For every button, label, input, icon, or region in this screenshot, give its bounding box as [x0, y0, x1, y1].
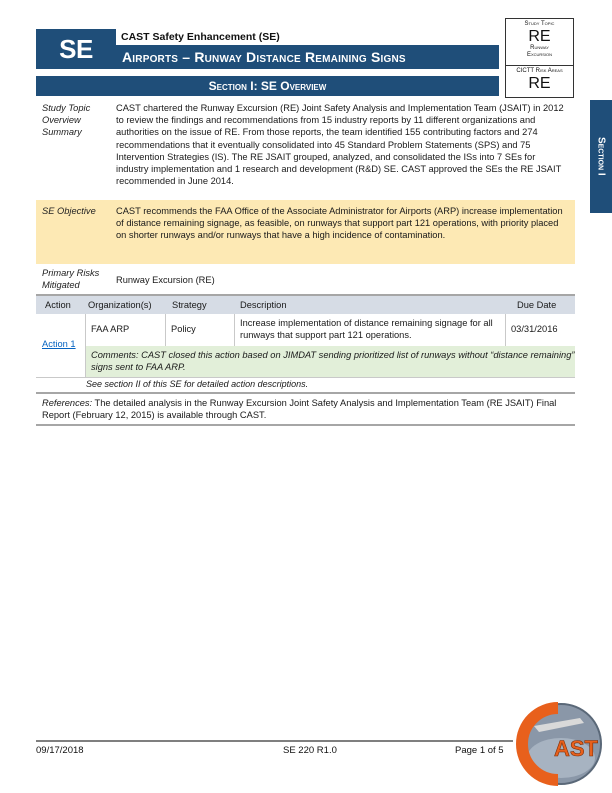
- label-line: Mitigated: [42, 280, 80, 291]
- objective-row: [36, 200, 575, 264]
- table-header: [36, 296, 575, 314]
- label-line: Primary Risks: [42, 268, 100, 278]
- study-topic-code: RE: [528, 28, 551, 45]
- study-topic-box: [505, 18, 574, 98]
- cast-logo-text: AST: [554, 736, 598, 761]
- column-header-due-date: Due Date: [517, 300, 557, 310]
- footer-divider: [36, 740, 513, 742]
- table-divider: [505, 314, 506, 346]
- column-header-strategy: Strategy: [172, 300, 207, 310]
- section-side-tab-label: Section I: [595, 137, 607, 176]
- cictt-cell: [506, 66, 573, 92]
- references-text: The detailed analysis in the Runway Excursion Joint Safety Analysis and Implementation Team (RE JSAIT) Final Report (February 12, 2015) is available through CAST.: [42, 398, 557, 421]
- footer-page-number: Page 1 of 5: [455, 745, 504, 756]
- label-line: Summary: [42, 127, 82, 138]
- table-divider: [165, 314, 166, 346]
- risks-text: Runway Excursion (RE): [116, 275, 215, 285]
- label-line: Study Topic: [42, 103, 91, 113]
- cast-logo-icon: [514, 696, 604, 788]
- overview-label: [42, 102, 114, 139]
- document-title: Airports – Runway Distance Remaining Signs: [116, 45, 499, 69]
- study-topic-name: Excursion: [526, 52, 553, 58]
- table-cell-strategy: Policy: [171, 324, 196, 334]
- overview-row: [36, 100, 575, 199]
- cast-logo: [514, 696, 604, 788]
- action-comments: Comments: CAST closed this action based on JIMDAT sending prioritized list of runways without “distance remaining” signs sent to FAA ARP.: [86, 346, 575, 377]
- action-1-link[interactable]: Action 1: [42, 339, 76, 349]
- risks-label: [42, 267, 114, 291]
- cictt-label: CICTT Risk Areas: [516, 68, 563, 74]
- document-subtitle: CAST Safety Enhancement (SE): [121, 31, 280, 43]
- table-divider: [234, 314, 235, 346]
- se-number-badge: SE: [36, 29, 116, 69]
- label-line: Overview: [42, 115, 81, 126]
- column-header-action: Action: [45, 300, 71, 310]
- objective-label: SE Objective: [42, 206, 96, 216]
- divider: [36, 424, 575, 426]
- table-cell-organization: FAA ARP: [91, 324, 130, 334]
- table-cell-due-date: 03/31/2016: [511, 324, 558, 334]
- study-topic-name: Runway: [530, 45, 549, 51]
- references: [42, 397, 572, 421]
- references-label: References:: [42, 398, 93, 408]
- objective-text: CAST recommends the FAA Office of the Associate Administrator for Airports (ARP) increase implementation of distance remaining signage, as feasible, on runways that support part 121 operations, with priority placed on shorter runways and/or runways that have a high incidence of contamination.: [116, 206, 563, 241]
- column-header-organization: Organization(s): [88, 300, 152, 310]
- table-cell-description: Increase implementation of distance remaining signage for all runways that support part 121 operations.: [240, 318, 493, 340]
- study-topic-cell: [506, 19, 573, 66]
- footer-doc-id: SE 220 R1.0: [283, 745, 337, 756]
- divider: [36, 392, 575, 394]
- table-note: See section II of this SE for detailed action descriptions.: [86, 379, 309, 389]
- footer-date: 09/17/2018: [36, 745, 84, 756]
- study-topic-label: Study Topic: [524, 21, 555, 27]
- section-heading: Section I: SE Overview: [36, 76, 499, 96]
- risks-row: [36, 265, 575, 295]
- divider: [36, 377, 575, 378]
- overview-text: CAST chartered the Runway Excursion (RE) Joint Safety Analysis and Implementation Team (JSAIT) in 2012 to review the findings and recommendations from 15 industry reports by 11 different organizations and authorities on the issue of RE. From those reports, the team identified 155 contributing factors and 274 recommendations that it eventually consolidated into 45 Standard Problem Statements (SPS) and 75 Intervention Strategies (IS). The RE JSAIT grouped, analyzed, and consolidated the ISs into 7 SEs for industry implementation and 1 research and development (R&D) SE. CAST approved the SEs the RE JSAIT recommended in June 2014.: [116, 103, 564, 187]
- section-side-tab: [590, 100, 612, 213]
- column-header-description: Description: [240, 300, 287, 310]
- cictt-code: RE: [528, 75, 551, 92]
